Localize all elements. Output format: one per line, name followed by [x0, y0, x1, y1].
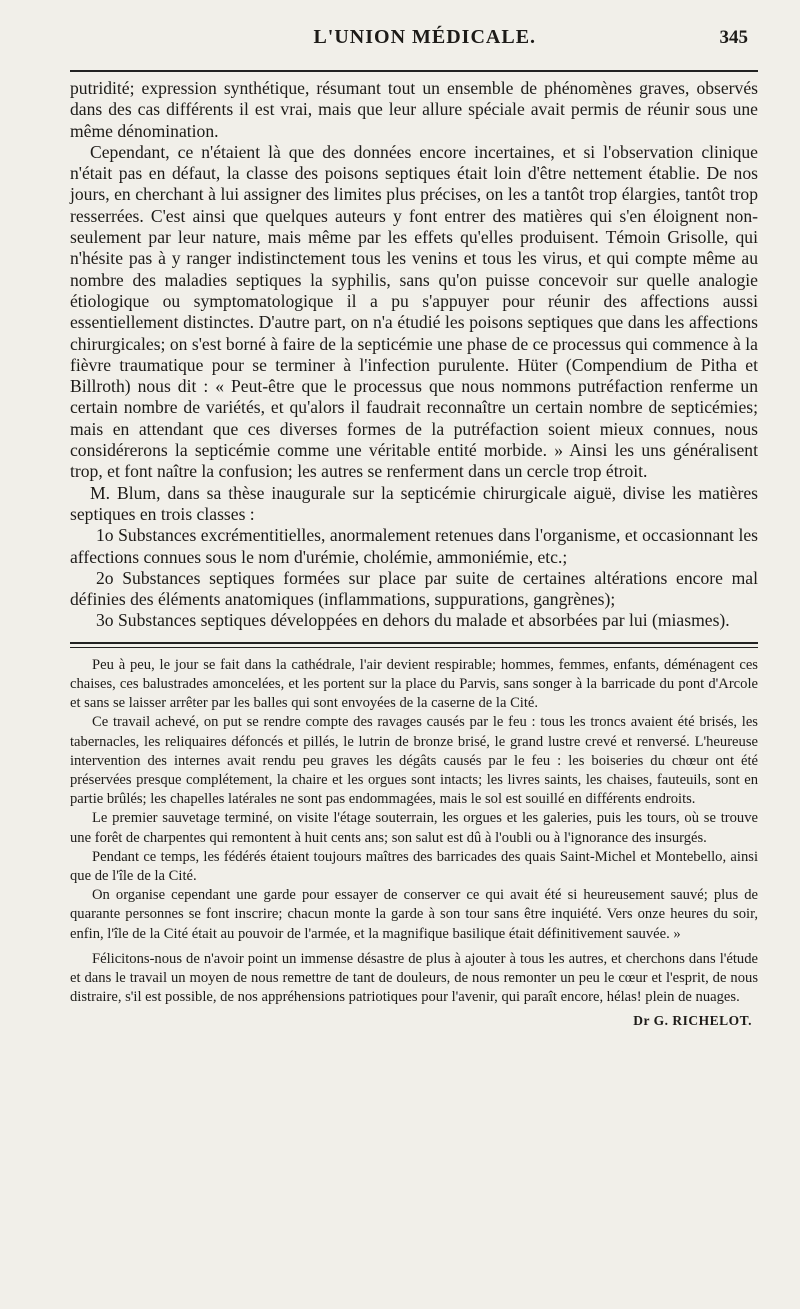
- feuilleton-section: [70, 656, 758, 1030]
- list-item: 2o Substances septiques formées sur place par suite de certaines altérations encore mal définies des éléments anatomiques (inflammations, suppurations, gangrènes);: [70, 567, 758, 610]
- paragraph: Le premier sauvetage terminé, on visite l'étage souterrain, les orgues et les galeries, puis les tours, où se trouve une forêt de charpentes qui remontent à huit cents ans; son salut est dû à l'oubli ou à l'ignorance des insurgés.: [70, 810, 758, 846]
- paragraph: M. Blum, dans sa thèse inaugurale sur la septicémie chirurgicale aiguë, divise les matières septiques en trois classes :: [70, 482, 758, 524]
- list-item: 3o Substances septiques développées en dehors du malade et absorbées par lui (miasmes).: [96, 610, 730, 631]
- author-signature: Dr G. RICHELOT.: [633, 1013, 752, 1029]
- header-rule: [70, 70, 758, 72]
- article-body: [70, 78, 758, 632]
- paragraph: Pendant ce temps, les fédérés étaient toujours maîtres des barricades des quais Saint-Michel et Montebello, ainsi que de l'île de la Cité.: [70, 848, 758, 884]
- paragraph: Ce travail achevé, on put se rendre compte des ravages causés par le feu : tous les troncs avaient été brisés, les tabernacles, les reliquaires défoncés et pillés, le lutrin de bronze brisé, le grand lustre crevé et renversé. L'heureuse intervention des internes avait rendu peu graves les dégâts causés par le feu : les boiseries du chœur ont été préservées presque complétement, la chaire et les orgues sont intacts; les livres saints, les chaises, fauteuils, sont en partie brûlés; les chapelles latérales ne sont pas endommagées, mais le sol est souillé en différents endroits.: [70, 714, 758, 808]
- document-page: [70, 26, 758, 1296]
- running-header: [70, 26, 758, 66]
- list-item: 1o Substances excrémentitielles, anormalement retenues dans l'organisme, et occasionnant les affections connues sous le nom d'urémie, cholémie, ammoniémie, etc.;: [70, 525, 758, 567]
- paragraph: Félicitons-nous de n'avoir point un immense désastre de plus à ajouter à tous les autres, et cherchons dans l'étude et dans le travail un moyen de nous remettre de tant de douleurs, de nous remonter un peu le cœur et l'esprit, de nous distraire, s'il est possible, de nos appréhensions patriotiques pour l'avenir, qui paraît encore, hélas! plein de nuages.: [70, 950, 758, 1006]
- feuilleton-separator: [70, 642, 758, 648]
- paragraph: Peu à peu, le jour se fait dans la cathédrale, l'air devient respirable; hommes, femmes, enfants, déménagent ces chaises, ces balustrades amoncelées, et les portent sur la place du Parvis, sans songer à la barricade du pont d'Arcole et sans se laisser arrêter par les balles qui sont envoyées de la caserne de la Cité.: [70, 656, 758, 712]
- paragraph: Cependant, ce n'étaient là que des données encore incertaines, et si l'observation clinique n'était pas en défaut, la classe des poisons septiques était loin d'être nettement établie. De nos jours, en cherchant à lui assigner des limites plus précises, on les a tantôt trop élargies, tantôt trop resserrées. C'est ainsi que quelques auteurs y font entrer des matières qui s'en éloignent non-seulement par leur nature, mais même par les effets qu'elles produisent. Témoin Grisolle, qui n'hésite pas à y ranger indistinctement tous les venins et tous les virus, et qui compte même au nombre des maladies septiques la syphilis, sans qu'on puisse concevoir sur quelle analogie étiologique ou symptomatologique il a pu s'appuyer pour réunir des affections aussi essentiellement distinctes. D'autre part, on n'a étudié les poisons septiques que dans les affections chirurgicales; on s'est borné à faire de la septicémie une phase de ce processus qui commence à la fièvre traumatique pour se terminer à l'infection purulente. Hüter (Compendium de Pitha et Billroth) nous dit : « Peut-être que le processus que nous nommons putréfaction renferme un certain nombre de variétés, et qu'alors il faudrait reconnaître un certain nombre de septicémies; mais en attendant que ces diverses formes de la putréfaction soient mieux connues, nous considérerons la septicémie comme une véritable entité morbide. » Ainsi les uns généralisent trop, et font naître la confusion; les autres se renferment dans un cercle trop étroit.: [70, 141, 758, 482]
- journal-title: L'UNION MÉDICALE.: [313, 26, 537, 48]
- page-number: 345: [719, 27, 748, 48]
- paragraph: On organise cependant une garde pour essayer de conserver ce qui avait été si heureusement sauvé; plus de quarante personnes se font inscrire; chacun monte la garde à son tour sans être inquiété. Vers onze heures du soir, enfin, l'île de la Cité était au pouvoir de l'armée, et la magnifique basilique était définitivement sauvée. »: [70, 887, 758, 942]
- paragraph: putridité; expression synthétique, résumant tout un ensemble de phénomènes graves, observés dans des cas différents il est vrai, mais que leur allure spéciale avait permis de réunir sous une même dénomination.: [70, 78, 758, 141]
